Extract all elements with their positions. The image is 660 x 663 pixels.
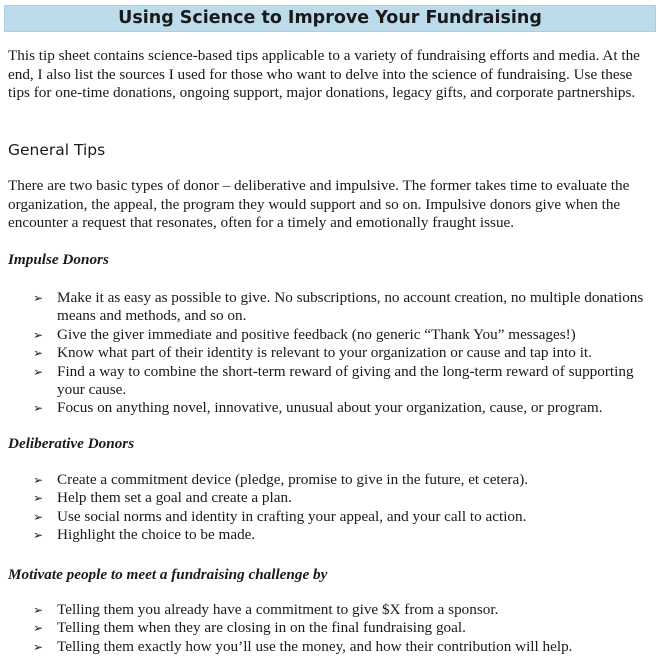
list-item-text: Telling them when they are closing in on the final fundraising goal. (57, 619, 466, 637)
list-item (33, 489, 653, 507)
deliberative-donors-heading: Deliberative Donors (8, 435, 135, 452)
list-item (33, 326, 653, 344)
list-item-text: Focus on anything novel, innovative, unusual about your organization, cause, or program. (57, 399, 603, 417)
list-item-text: Give the giver immediate and positive feedback (no generic “Thank You” messages!) (57, 325, 576, 343)
list-item (33, 344, 653, 362)
list-item (33, 619, 653, 637)
list-item-text: Telling them you already have a commitment to give $X from a sponsor. (57, 601, 499, 618)
arrow-bullet-icon: ➢ (33, 491, 44, 506)
list-item (33, 289, 653, 326)
list-item (33, 601, 653, 619)
list-item-text: Find a way to combine the short-term reward of giving and the long-term reward of supporting your cause. (57, 362, 634, 399)
intro-paragraph: This tip sheet contains science-based tips applicable to a variety of fundraising efforts and media. At the end, I also list the sources I used for those who want to delve into the science of fundraising. Use these tips for one-time donations, ongoing support, major donations, legacy gifts, and corporate partnerships. (8, 47, 640, 102)
list-item-text: Telling them exactly how you’ll use the money, and how their contribution will help. (57, 637, 573, 655)
list-item-text: Create a commitment device (pledge, promise to give in the future, et cetera). (57, 471, 529, 488)
list-item (33, 363, 653, 400)
list-item (33, 638, 653, 656)
general-tips-paragraph: There are two basic types of donor – deliberative and impulsive. The former takes time to evaluate the organization, the appeal, the program they would support and so on. Impulsive donors give when the encounter a request that resonates, often for a timely and emotionally fraught issue. (8, 177, 630, 232)
arrow-bullet-icon: ➢ (33, 639, 44, 654)
list-item (33, 399, 653, 417)
fundraising-challenge-list (33, 601, 653, 656)
general-tips-heading: General Tips (8, 141, 106, 159)
list-item (33, 526, 653, 544)
arrow-bullet-icon: ➢ (33, 621, 44, 636)
list-item-text: Help them set a goal and create a plan. (57, 489, 292, 507)
list-item (33, 471, 653, 489)
list-item-text: Highlight the choice to be made. (57, 526, 256, 544)
arrow-bullet-icon: ➢ (33, 364, 44, 379)
arrow-bullet-icon: ➢ (33, 401, 44, 416)
arrow-bullet-icon: ➢ (33, 509, 44, 524)
document-title: Using Science to Improve Your Fundraising (4, 5, 656, 32)
arrow-bullet-icon: ➢ (33, 603, 44, 617)
list-item-text: Make it as easy as possible to give. No subscriptions, no account creation, no multiple donations means and methods, and so on. (57, 289, 644, 325)
arrow-bullet-icon: ➢ (33, 291, 44, 305)
arrow-bullet-icon: ➢ (33, 346, 44, 361)
deliberative-donors-list (33, 471, 653, 545)
list-item (33, 508, 653, 526)
arrow-bullet-icon: ➢ (33, 528, 44, 543)
arrow-bullet-icon: ➢ (33, 327, 44, 342)
arrow-bullet-icon: ➢ (33, 473, 44, 487)
list-item-text: Use social norms and identity in crafting your appeal, and your call to action. (57, 507, 527, 525)
list-item-text: Know what part of their identity is relevant to your organization or cause and tap into it. (57, 344, 592, 362)
fundraising-challenge-heading: Motivate people to meet a fundraising challenge by (8, 566, 328, 583)
impulse-donors-list (33, 289, 653, 418)
impulse-donors-heading: Impulse Donors (8, 251, 109, 268)
